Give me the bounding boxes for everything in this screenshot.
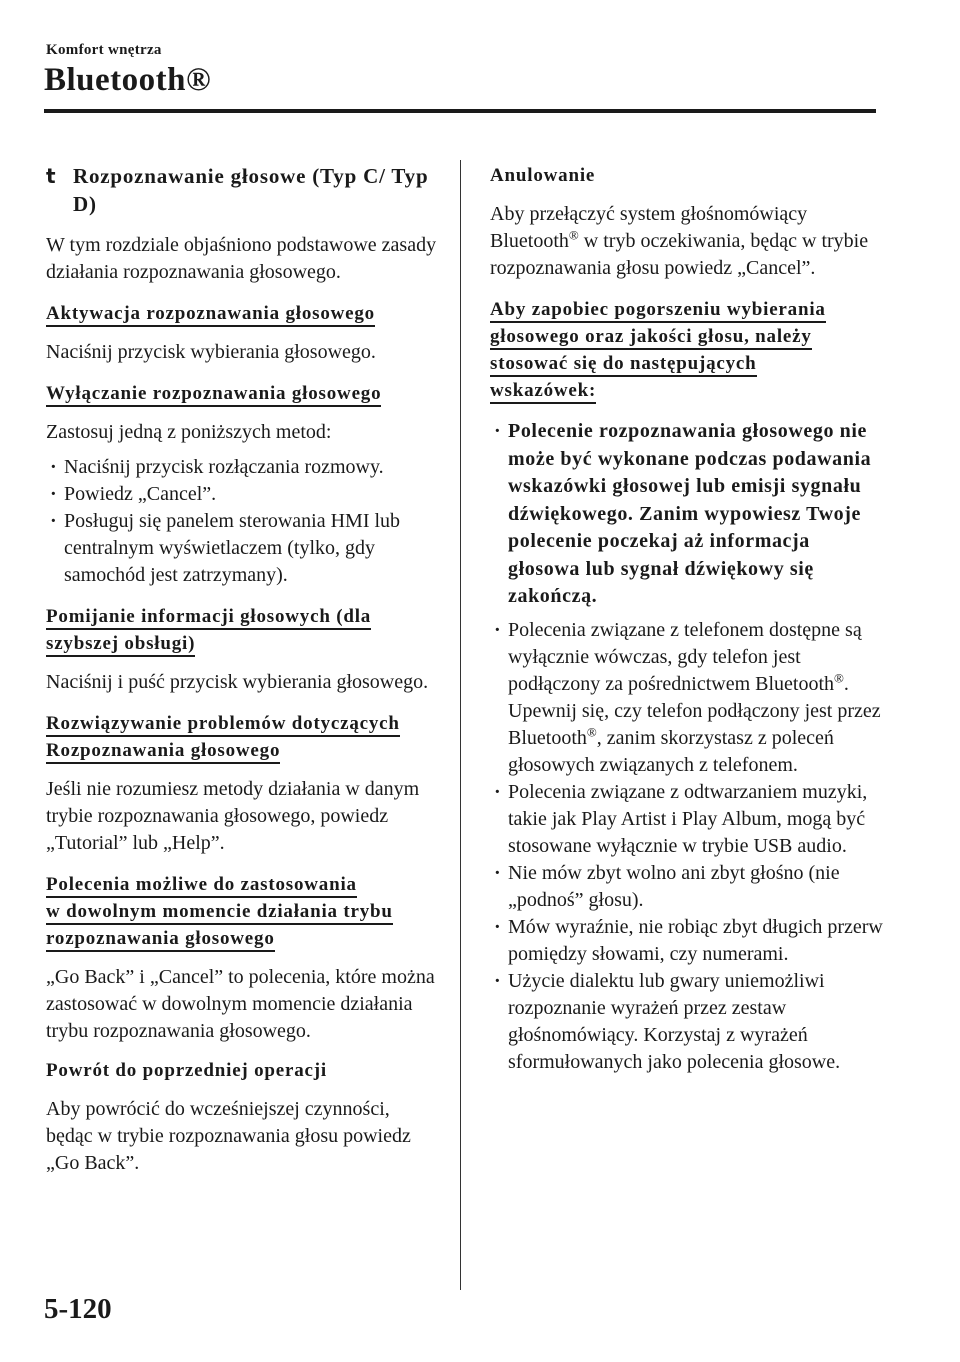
list-item-text: Nie mów zbyt wolno ani zbyt głośno (nie „podnoś” głosu).: [508, 861, 840, 911]
bullet-icon: ·: [494, 969, 501, 992]
bullet-icon: ·: [494, 780, 501, 803]
section-marker-icon: t: [46, 164, 57, 188]
list-item-text: Naciśnij przycisk rozłączania rozmowy.: [64, 456, 384, 478]
tips-heading-line1: Aby zapobiec pogorszeniu wybierania: [490, 299, 826, 323]
list-item: [490, 860, 885, 914]
skip-heading-line1: Pomijanie informacji głosowych (dla: [46, 606, 371, 630]
left-column: [46, 158, 441, 1185]
header-rule: [44, 109, 876, 113]
tips-heading-line4: wskazówek:: [490, 380, 596, 404]
registered-mark: ®: [586, 723, 597, 739]
cancel-text-start: Aby przełączyć system głośnomówiący Bluetooth: [490, 203, 808, 252]
bullet-icon: ·: [50, 510, 57, 532]
right-column: [490, 158, 885, 1082]
chapter-label: Komfort wnętrza: [46, 42, 162, 58]
phone-text-1: Polecenia związane z telefonem dostępne są wyłącznie wówczas, gdy telefon jest podłączony za pośrednictwem Bluetooth: [508, 618, 862, 695]
activation-heading-text: Aktywacja rozpoznawania głosowego: [46, 303, 375, 327]
bullet-icon: ·: [494, 861, 501, 884]
phone-text-3: , zanim skorzystasz z poleceń głosowych związanych z telefonem.: [508, 726, 834, 776]
bullet-icon: ·: [50, 483, 57, 505]
list-item-text: Powiedz „Cancel”.: [64, 483, 217, 505]
commands-heading: [46, 871, 441, 952]
commands-heading-line2: w dowolnym momencie działania trybu: [46, 901, 393, 925]
bullet-icon: ·: [494, 420, 502, 442]
activation-paragraph: Naciśnij przycisk wybierania głosowego.: [46, 341, 376, 363]
list-item: [490, 779, 885, 860]
registered-mark: ®: [568, 227, 579, 243]
go-back-heading: Powrót do poprzedniej operacji: [46, 1060, 327, 1081]
page-title: Bluetooth®: [44, 62, 212, 98]
skip-heading-line2: szybszej obsługi): [46, 633, 195, 657]
page-number: 5-120: [44, 1293, 112, 1325]
list-item: [490, 968, 885, 1076]
troubleshooting-heading: [46, 710, 441, 764]
bullet-icon: ·: [494, 618, 501, 641]
deactivation-list: [46, 454, 441, 589]
tips-heading-line2: głosowego oraz jakości głosu, należy: [490, 326, 812, 350]
troubleshooting-heading-line2: Rozpoznawania głosowego: [46, 740, 280, 764]
tips-heading-line3: stosować się do następujących: [490, 353, 757, 377]
tips-bold-list: [490, 418, 885, 611]
list-item: [490, 418, 885, 611]
list-item-text: Polecenie rozpoznawania głosowego nie może być wykonane podczas podawania wskazówki głosowej lub emisji sygnału dźwiękowego. Zanim wypowiesz Twoje polecenie poczekaj aż informacja głosowa lub sygnał dźwiękowy się zakończą.: [508, 420, 872, 607]
list-item-text: Użycie dialektu lub gwary uniemożliwi rozpoznanie wyrażeń przez zestaw głośnomówiący. Korzystaj z wyrażeń sformułowanych jako polecenia głosowe.: [508, 969, 841, 1073]
registered-mark: ®: [834, 669, 844, 685]
go-back-paragraph: Aby powrócić do wcześniejszej czynności, będąc w trybie rozpoznawania głosu powiedz „Go Back”.: [46, 1098, 411, 1174]
commands-heading-line1: Polecenia możliwe do zastosowania: [46, 874, 357, 898]
deactivation-paragraph: Zastosuj jedną z poniższych metod:: [46, 421, 332, 443]
cancel-paragraph: [490, 201, 885, 282]
commands-paragraph: „Go Back” i „Cancel” to polecenia, które można zastosować w dowolnym momencie działania trybu rozpoznawania głosowego.: [46, 966, 435, 1042]
troubleshooting-paragraph: Jeśli nie rozumiesz metody działania w danym trybie rozpoznawania głosowego, powiedz „Tutorial” lub „Help”.: [46, 778, 420, 854]
bullet-icon: ·: [50, 456, 57, 478]
list-item: [46, 454, 441, 481]
intro-paragraph: W tym rozdziale objaśniono podstawowe zasady działania rozpoznawania głosowego.: [46, 234, 437, 283]
cancel-text-end: w tryb oczekiwania, będąc w trybie rozpoznawania głosu powiedz „Cancel”.: [490, 230, 869, 279]
activation-heading: [46, 300, 441, 327]
list-item-text: Polecenia związane z odtwarzaniem muzyki, takie jak Play Artist i Play Album, mogą być stosowane wyłącznie w trybie USB audio.: [508, 780, 868, 857]
deactivation-heading: [46, 380, 441, 407]
list-item: [490, 617, 885, 779]
section-title: [46, 162, 441, 218]
skip-paragraph: Naciśnij i puść przycisk wybierania głosowego.: [46, 671, 429, 693]
troubleshooting-heading-line1: Rozwiązywanie problemów dotyczących: [46, 713, 400, 737]
list-item-text: Posługuj się panelem sterowania HMI lub centralnym wyświetlaczem (tylko, gdy samochód jest zatrzymany).: [64, 510, 401, 586]
list-item: [46, 481, 441, 508]
deactivation-heading-text: Wyłączanie rozpoznawania głosowego: [46, 383, 381, 407]
list-item-text: Mów wyraźnie, nie robiąc zbyt długich przerw pomiędzy słowami, czy numerami.: [508, 915, 883, 965]
bullet-icon: ·: [494, 915, 501, 938]
section-title-text: Rozpoznawanie głosowe (Typ C/ Typ D): [73, 164, 429, 216]
skip-heading: [46, 603, 441, 657]
tips-list: [490, 617, 885, 1076]
commands-heading-line3: rozpoznawania głosowego: [46, 928, 275, 952]
phone-text-2: . Upewnij się, czy telefon podłączony jest przez Bluetooth: [508, 672, 881, 749]
list-item: [490, 914, 885, 968]
column-divider: [460, 160, 461, 1290]
cancel-heading: Anulowanie: [490, 165, 596, 186]
tips-heading: [490, 296, 885, 404]
list-item: [46, 508, 441, 589]
